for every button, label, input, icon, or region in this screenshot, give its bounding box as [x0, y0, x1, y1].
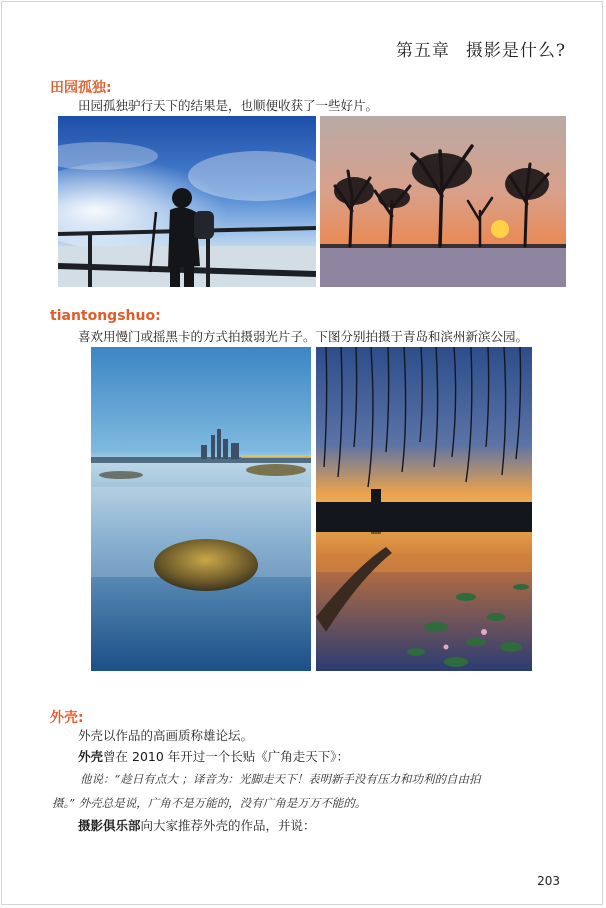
section-text-tiantongshuo: 喜欢用慢门或摇黑卡的方式拍摄弱光片子。下图分别拍摄于青岛和滨州新滨公园。	[78, 329, 529, 344]
section-heading-waike: 外壳:	[50, 710, 84, 726]
sunset-trees-photo	[320, 116, 566, 287]
waike-name-bold: 外壳	[78, 749, 104, 764]
chapter-number: 第五章	[395, 41, 450, 61]
waike-quote-line-2: 摄。” 外壳总是说，广角不是万能的，没有广角是万万不能的。	[52, 796, 367, 810]
waike-line-2	[78, 748, 349, 766]
waike-line-2-rest: 曾在 2010 年开过一个长贴《广角走天下》：	[103, 749, 350, 764]
page-number: 203	[537, 874, 560, 888]
waike-line-5-rest: 向大家推荐外壳的作品，并说：	[140, 818, 316, 833]
hiker-on-railing-photo	[58, 116, 316, 287]
chapter-header	[396, 36, 566, 61]
qingdao-seascape-photo	[91, 347, 311, 671]
section-heading-tiantongshuo: tiantongshuo:	[50, 308, 161, 324]
waike-line-5	[78, 817, 316, 835]
club-name-bold: 摄影俱乐部	[78, 818, 141, 833]
section-text-tianyuan: 田园孤独驴行天下的结果是，也顺便收获了一些好片。	[78, 98, 379, 113]
section-heading-tianyuan: 田园孤独:	[50, 80, 112, 96]
waike-quote-line-1: 他说：“趁日有点大 ；译音为：光脚走天下！表明新手没有压力和功利的自由拍	[80, 772, 481, 786]
chapter-title: 摄影是什么?	[465, 41, 566, 61]
willow-lake-sunset-photo	[316, 347, 532, 671]
waike-line-1: 外壳以作品的高画质称雄论坛。	[78, 728, 254, 743]
